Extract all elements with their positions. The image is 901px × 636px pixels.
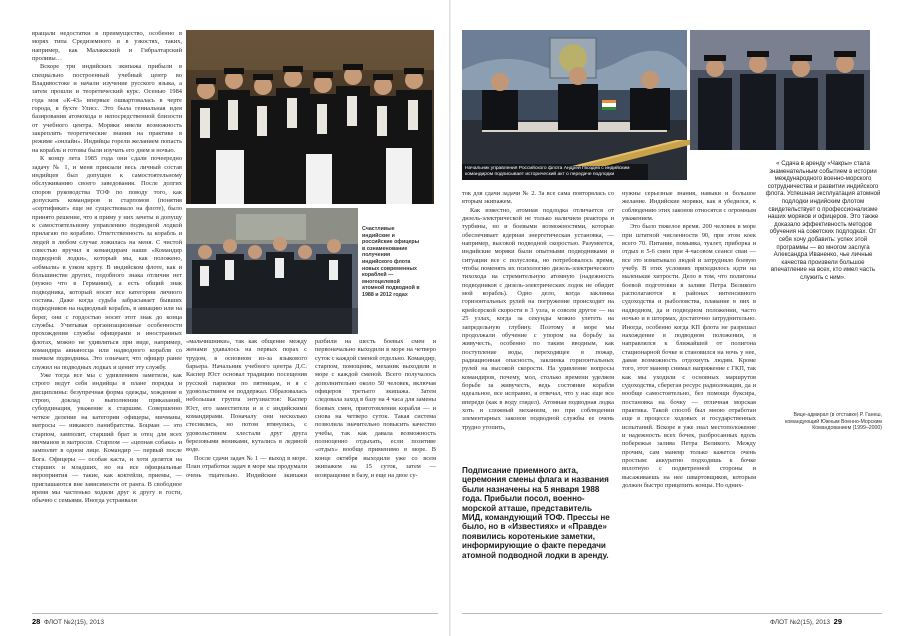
- paragraph: Уже тогда все мы с удивлением заметили, как строго ведут себя индийцы в плане порядка и дисциплины: безупречная форма одежды, хождение в строю, доклад о выполнении приказаний, субординация, уважение к старшим. Совершенно четкое деление на категории офицеры, мичманы, матросы — никакого панибратства. Боцман — это старпом, замполит, старший брат и отец для всех мичманов и матросов. Старпом — «цепная собака» и замполит в одном лице. Командир — первый после Бога. Офицеры — особая каста, и хотя делятся на старших и младших, но на все официальные мероприятия — такие, как коктейли, приемы, — приглашаются вне зависимости от ранга. В свободное время мы частенько ходили друг к другу в гости, обычно с семьями. Иногда устраивали: [32, 372, 182, 505]
- right-footer: [770, 617, 842, 626]
- side-photo-caption: Счастливые индийские и российские офицеры в ознаменование получения индийского флота новых современных кораблей — многоцелевой атомной подводной в 1988 и 2012 годах: [362, 226, 420, 298]
- page-number-right: 29: [833, 617, 843, 626]
- photo-group-officers: [186, 30, 434, 204]
- magazine-issue-left: ФЛОТ №2(15), 2013: [43, 619, 105, 626]
- quote-signature: Вице-адмирал (в отставке) Р. Ганеш, командующий Южным Военно-Морским Командованием (1999–2000): [785, 412, 882, 431]
- paragraph: ток для сдачи задачи № 2. За все сама повторялась со вторым экипажем.: [462, 190, 614, 206]
- left-page-column-2-top: [186, 338, 436, 606]
- paragraph: Как известно, атомная подлодка отличается от дизель-электрической не только наличием реактора и турбины, но и боевыми возможностями, которые обеспечивает ядерная энергетическая установка, — например, высокой подводной скоростью. Разумеется, индийские моряки были опытными подводниками и ситуации все с полуслова, но потребовалось время, чтобы поменять их психологию дизель-электрического тихохода на стремительную атомную (надежность подводников с дизель-электрических лодок не обидит мой корабль). Одно дело, когда заклинка горизонтальных рулей на погружение происходит на крейсерской скорости в 3 узла, и совсем другое — на 25 узлах, когда за секунды можно улететь на запредельную глубину. Поэтому в море мы продолжали обучение с упором на борьбу за живучесть, особенно по таким вводным, как поступление воды, переходящее в пожар, радиационная опасность, заклинка горизонтальных рулей на высокой скорости. На удивление вопросы командиров, почему, мол, столько времени уделяем борьбе за живучесть, ведь состояние корабля идеальное, все исправно, я отвечал, что у нас еще все впереди (как в воду глядел). Атомная подводная лодка хоть и сложный механизм, но при соблюдении элементарных законов подводной службы ее очень трудно утопить,: [462, 206, 614, 431]
- paragraph: Вскоре три индийских экипажа прибыли в специально построенный учебный центр во Владивостоке и начали изучение русского языка, а затем прошли и теоретический курс. Осенью 1984 года моя «К-43» впервые ошвартовалась в черте города, в бухте Улисс. Это была гениальная идея базирования атомохода в непосредственной близости от учебного центра. Моряки имели возможность закреплять теоретические знания на практике в режиме «онлайн». Индийцы горели желанием попасть на корабль и готовы были изучать его днем и ночью.: [32, 63, 182, 154]
- right-page-column-4: [622, 190, 756, 612]
- left-footer: [32, 617, 104, 626]
- photo-officers-standing: [690, 30, 870, 150]
- paragraph: «мальчишники», так как общение между женами удавалось на первых порах с трудом, в основном из-за языкового барьера. Начальник учебного центра Д.С. Каспер Юст основал традицию посещения русской парилки по пятницам, и я с удовольствием ее поддержал. Образовалась небольшая группа энтузиастов: Каспер Юст, его заместители и я с индийскими командирами. Поначалу они несколько стеснялись, но потом втянулись, с удовольствием хлестали друг друга березовыми вениками, кутались в ледяной воде.: [186, 338, 307, 454]
- paragraph: Это было тяжелое время. 200 человек в море при штатной численности 90, при этом коек всего 70. Питание, помывка, туалет, приборка и отдых в 5-6 смен при 4-часовом сеансе сваи — все это изматывало людей и затрудняло боевую учебу. В этих условиях приходилось идти на маленькие хитрости. Дело в том, что полигоны боевой подготовки в заливе Петра Великого располагаются в районах интенсивного судоходства и рыболовства, плавание в них в надводном, да и подводном положении, часто ночью и в штормах, достаточно затруднительно. Иногда, особенно когда КП флота не разрешал нахождение в подводном положении, я направлялся к ближайшей от полигона стационарной бочке и становился на ночь у нее, давая возможность отдохнуть людям. Кроме того, этот маневр снимал напряжение с ГКП, так как мы уходили с основных маршрутов судоходства, сберегая ресурс радиолокации, да и вообще самостоятельно, без помощи буксира, постановка на бочку — отличная морская практика. Такой способ был мною отработан еще в процессе ходовых и государственных испытаний. Вскоре я уже знал местоположение и надежность всех бочек, разбросанных вдоль побережья залива Петра Великого. Между прочим, сам маневр только кажется очень простым: аккуратно подходишь к бочке вплотную с подветренной стороны и высаживаешь на нее швартовщиков, которым должен быстро прицепить концы. Но одних-: [622, 223, 756, 490]
- paragraph: вращали недостатки в преимущество, особенно в морях типа Средиземного и в узкостях, таких, например, как Малаккский и Гибралтарский проливы…: [32, 30, 182, 63]
- photo-caption: Начальник управления Российского флота Андрей Гвоздев с индийским командиром подписывает исторический акт о передаче подлодки: [462, 164, 648, 180]
- paragraph: нужны серьезные знания, навыки и большое желание. Индийские моряки, как я убедился, к соблюдению этих законов относятся с огромным уважением.: [622, 190, 756, 223]
- paragraph: К концу лета 1985 года они сдали почеередно задачу № 1, и меня прикзали весь личный состав индийцев был допущен к самостоятельному обслуживанию своего заведования. После долгих споров руководства ТОФ по поводу того, как допускать командиров и старпомов (понятия «сертификат» еще не существовало на флоте), было принято решение, что я приму у них зачеты и допущу к самостоятельному управлению подводной лодкой прилагаю по кораблю. Ответственность за корабль и людей в любом случае ложилась на меня. С чистой совестью вручил я командирам наши «Командир подводной лодки», который мы, как положено, «обмыли» в узком кругу. В индийском флоте, как и большинстве других, подобного знака отличия нет (нужно что в Германии), а есть общий знак подводника, который носят все категории личного состава. Даже когда судьба забрасывает бывших подводников на надводный корабль, в авиацию или на берег, они с гордостью носят этот знак до конца службы. Учитывая организационные особенности прохождения службы офицерами и иностранных флотах, можно не удивляться при виде, например, командира авианосца или надводного корабля со значком подводника. Это означает, что офицер ранее служил на подводных лодках и ценит эту службу.: [32, 155, 182, 371]
- paragraph: После сдачи задач № 1 — выход в море. План отработки задач в море мы продумали очень тщательно. Индийские экипажи разбили на шесть боевых смен и первоначально выходили в море на четверо суток с каждой сменой отдельно. Командир, старпом, помощник, механик выходили в море с каждой сменой. Всего получалось дополнительно около 50 человек, включая офицеров третьего экипажа. Затем следовала заход в базу на 4 часа для замены боевых смен, приготовления корабля — и снова на четверо суток. Такая система позволила значительно повысить качество учебы, так как давала возможность полноценно отдыхать, если позитиве «отдых» вообще применимо в море. В конце октября выходили уже со всем экипажем на 15 суток, затем — возвращение в базу, и еще на двое су-: [186, 338, 436, 479]
- admiral-quote: « Сдача в аренду «Чакры» стала знаменательным событием в истории международного военно-морского сотрудничества и развитии индийского флота. Успешная эксплуатация атомной подлодки индийским флотом свидетельствует о профессионализме наших моряков и офицеров. Это также доказало эффективность методов обучения на советских подлодках. От себя хочу добавить: успех этой программы — во многом заслуга Александра Иваненко, чье личные качества произвели большое впечатление на всех, кто имел часть служить с ним».: [765, 160, 881, 281]
- page-number-left: 28: [32, 617, 41, 626]
- photo-officers-room: [186, 208, 358, 334]
- footer-rule-right: [462, 613, 882, 614]
- magazine-issue-right: ФЛОТ №2(15), 2013: [770, 619, 831, 626]
- left-page-column-1: [32, 30, 182, 606]
- pull-quote: Подписание приемного акта, церемония смены флага и названия были назначены на 5 января 1988 года. Прибыли посол, военно-морской атташе, представитель МИД, командующий ТОФ. Прессы не было, но в «Известиях» и «Правде» появились коротенькие заметки, информирующие о факте передачи атомной подводной лодки в аренду.: [462, 466, 610, 560]
- right-page-column-3: [462, 190, 614, 458]
- page-gutter: [449, 0, 451, 636]
- footer-rule-left: [32, 613, 438, 614]
